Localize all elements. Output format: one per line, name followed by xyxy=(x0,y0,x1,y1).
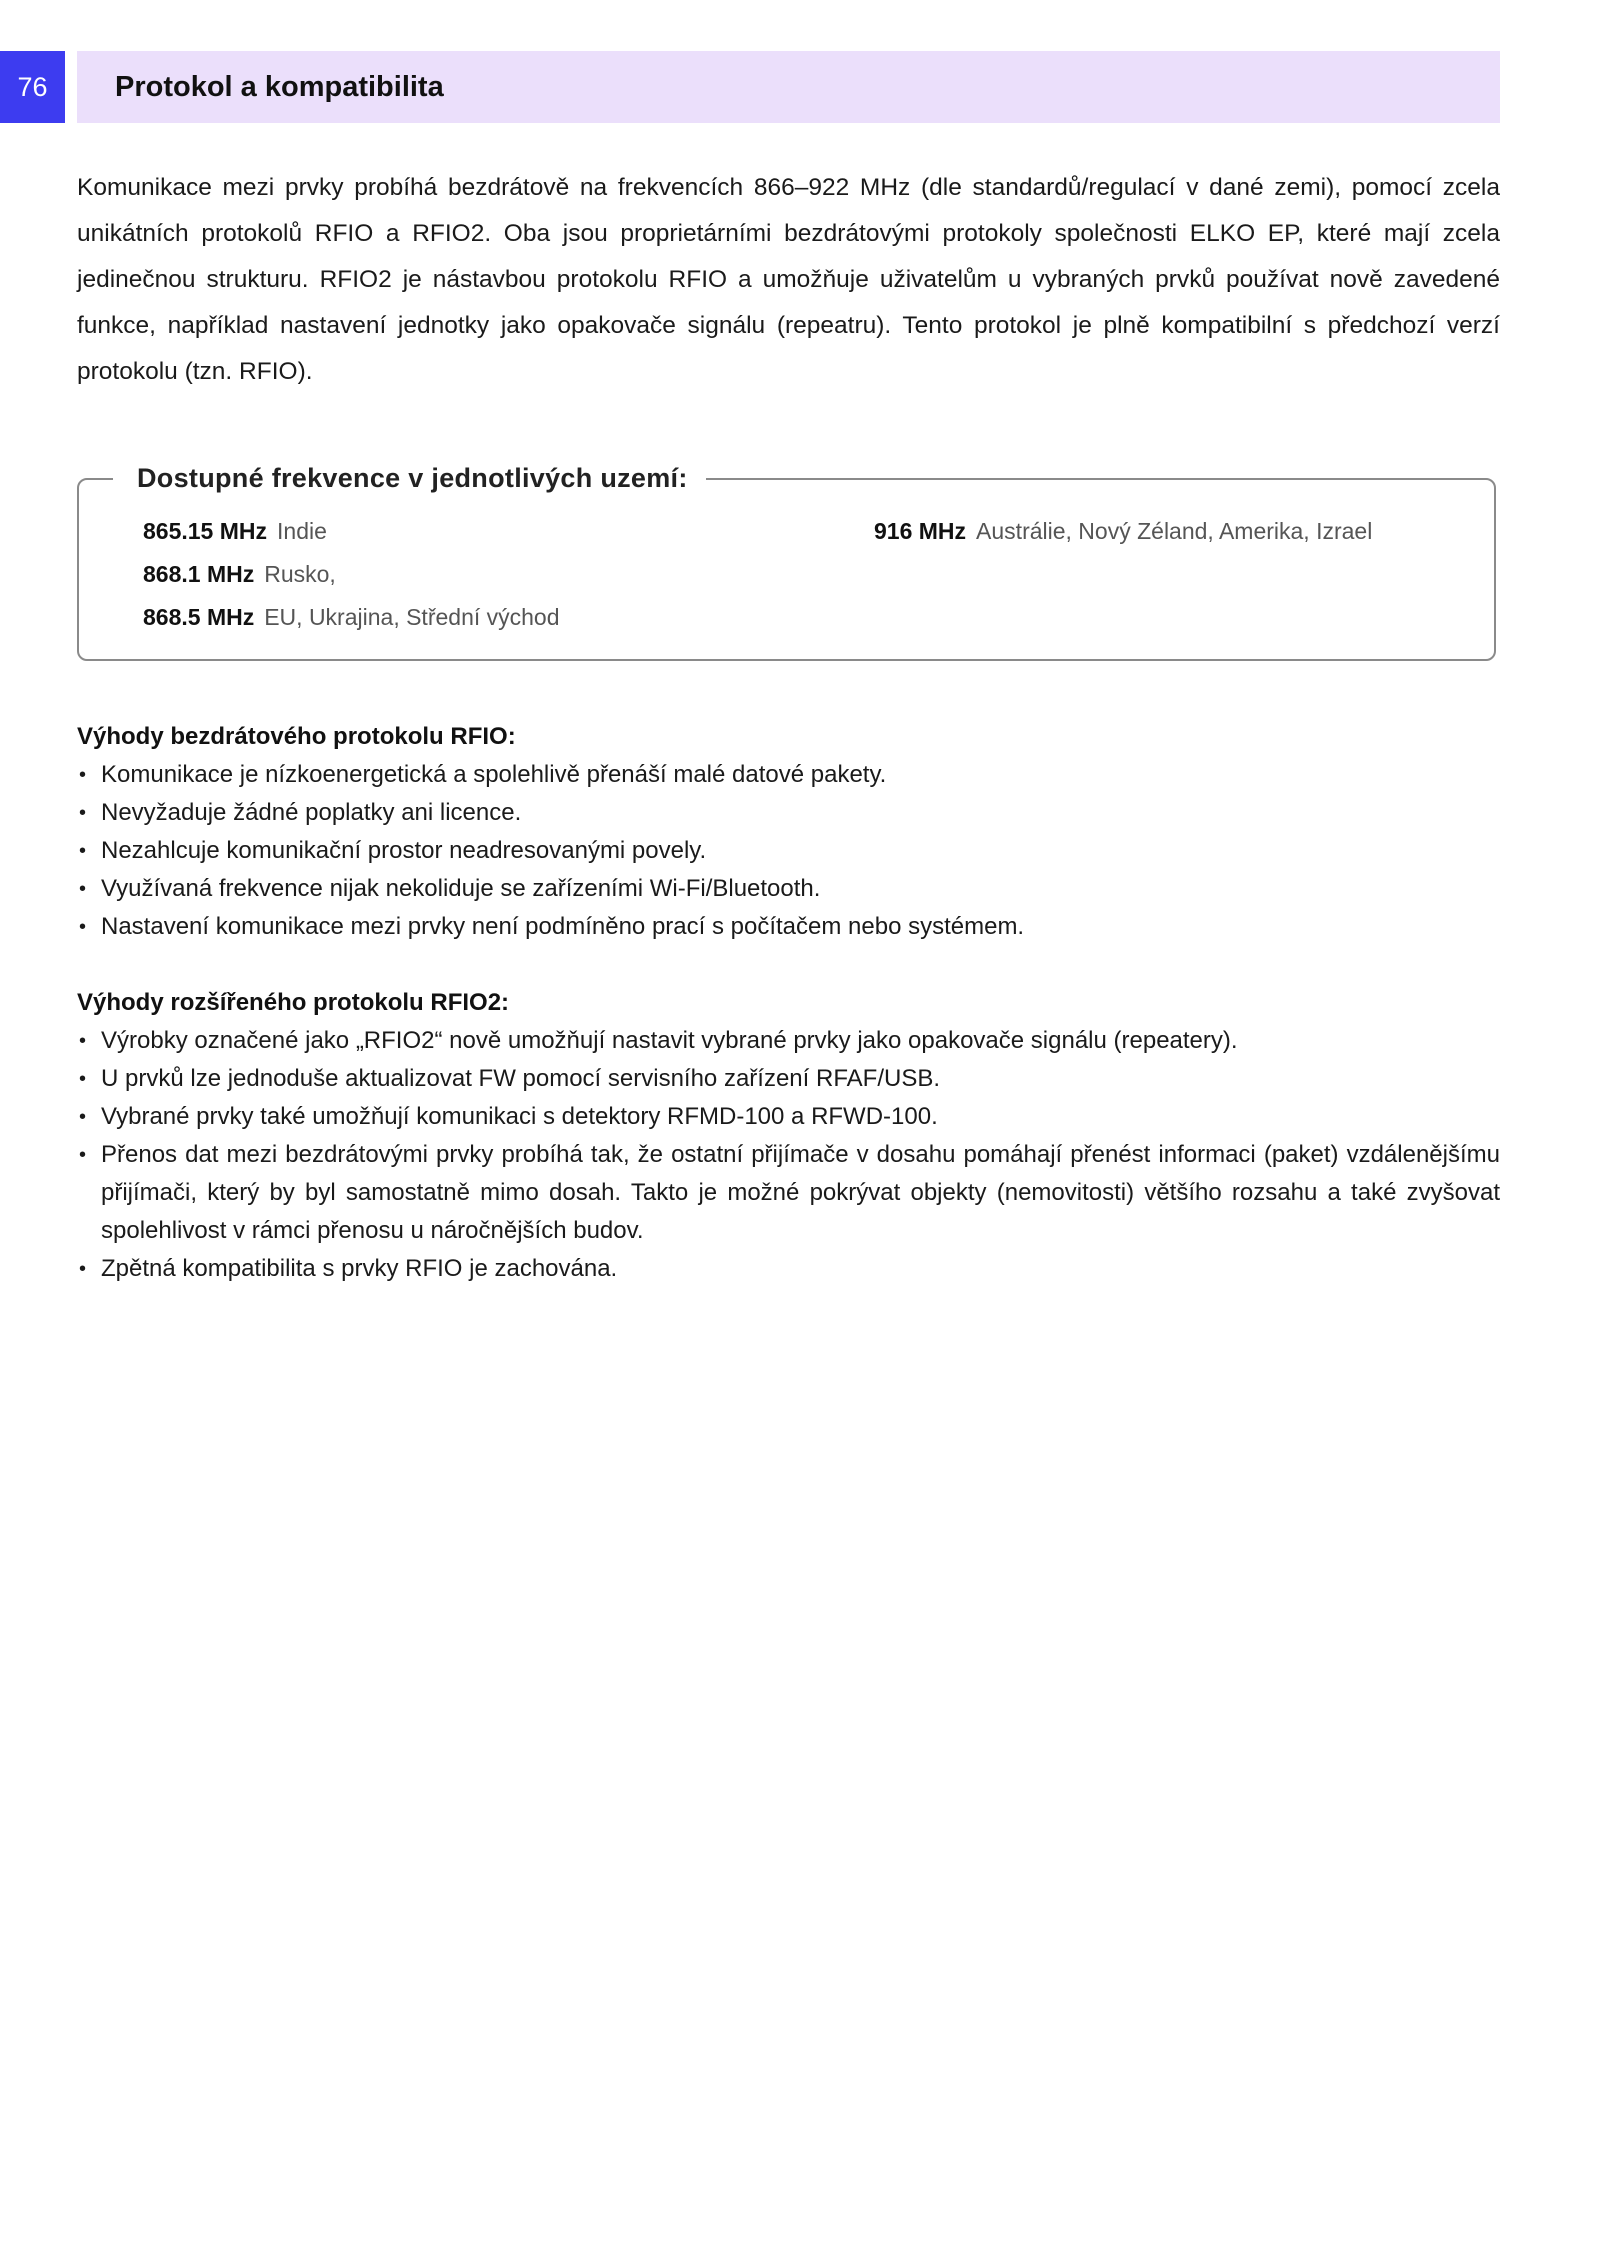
rfio2-section xyxy=(77,984,1500,1288)
frequency-region: Rusko, xyxy=(264,561,336,587)
frequencies-title: Dostupné frekvence v jednotlivých uzemí: xyxy=(113,458,706,498)
list-item: • Výrobky označené jako „RFIO2“ nově umožňují nastavit vybrané prvky jako opakovače signálu (repeatery). xyxy=(77,1022,1500,1060)
rfio-list xyxy=(77,756,1500,946)
frequency-value: 868.1 MHz xyxy=(143,561,255,587)
frequency-item xyxy=(874,516,1372,546)
frequency-item xyxy=(143,602,560,632)
title-bar xyxy=(77,51,1500,123)
rfio-section xyxy=(77,718,1500,946)
rfio2-heading: Výhody rozšířeného protokolu RFIO2: xyxy=(77,989,510,1016)
frequency-item xyxy=(143,559,336,589)
frequency-value: 916 MHz xyxy=(874,518,967,544)
list-item: • Nevyžaduje žádné poplatky ani licence. xyxy=(77,794,1500,832)
list-item: • Komunikace je nízkoenergetická a spolehlivě přenáší malé datové pakety. xyxy=(77,756,1500,794)
list-item: • Zpětná kompatibilita s prvky RFIO je zachována. xyxy=(77,1250,1500,1288)
list-item: • Nezahlcuje komunikační prostor neadresovanými povely. xyxy=(77,832,1500,870)
list-item: • Přenos dat mezi bezdrátovými prvky probíhá tak, že ostatní přijímače v dosahu pomáhají přenést informaci (paket) vzdálenějšímu přijímači, který by byl samostatně mimo dosah. Takto je možné pokrývat objekty (nemovitosti) většího rozsahu a také zvyšovat spolehlivost v rámci přenosu u náročnějších budov. xyxy=(77,1136,1500,1250)
frequency-value: 868.5 MHz xyxy=(143,604,255,630)
frequency-region: Indie xyxy=(277,518,327,544)
frequencies-box xyxy=(77,463,1496,661)
list-item: • Nastavení komunikace mezi prvky není podmíněno prací s počítačem nebo systémem. xyxy=(77,908,1500,946)
list-item: • Využívaná frekvence nijak nekoliduje se zařízeními Wi-Fi/Bluetooth. xyxy=(77,870,1500,908)
frequency-region: Austrálie, Nový Zéland, Amerika, Izrael xyxy=(976,518,1373,544)
intro-paragraph: Komunikace mezi prvky probíhá bezdrátově na frekvencích 866–922 MHz (dle standardů/regulací v dané zemi), pomocí zcela unikátních protokolů RFIO a RFIO2. Oba jsou proprietárními bezdrátovými protokoly společnosti ELKO EP, které mají zcela jedinečnou strukturu. RFIO2 je nástavbou protokolu RFIO a umožňuje uživatelům u vybraných prvků používat nově zavedené funkce, například nastavení jednotky jako opakovače signálu (repeatru). Tento protokol je plně kompatibilní s předchozí verzí protokolu (tzn. RFIO). xyxy=(77,174,1500,385)
rfio-heading: Výhody bezdrátového protokolu RFIO: xyxy=(77,723,516,750)
list-item: • U prvků lze jednoduše aktualizovat FW pomocí servisního zařízení RFAF/USB. xyxy=(77,1060,1500,1098)
rfio2-list xyxy=(77,1022,1500,1288)
page-number: 76 xyxy=(0,51,65,123)
frequency-item xyxy=(143,516,327,546)
frequency-value: 865.15 MHz xyxy=(143,518,268,544)
list-item: • Vybrané prvky také umožňují komunikaci s detektory RFMD-100 a RFWD-100. xyxy=(77,1098,1500,1136)
page-title: Protokol a kompatibilita xyxy=(115,70,444,103)
frequency-region: EU, Ukrajina, Střední východ xyxy=(264,604,560,630)
